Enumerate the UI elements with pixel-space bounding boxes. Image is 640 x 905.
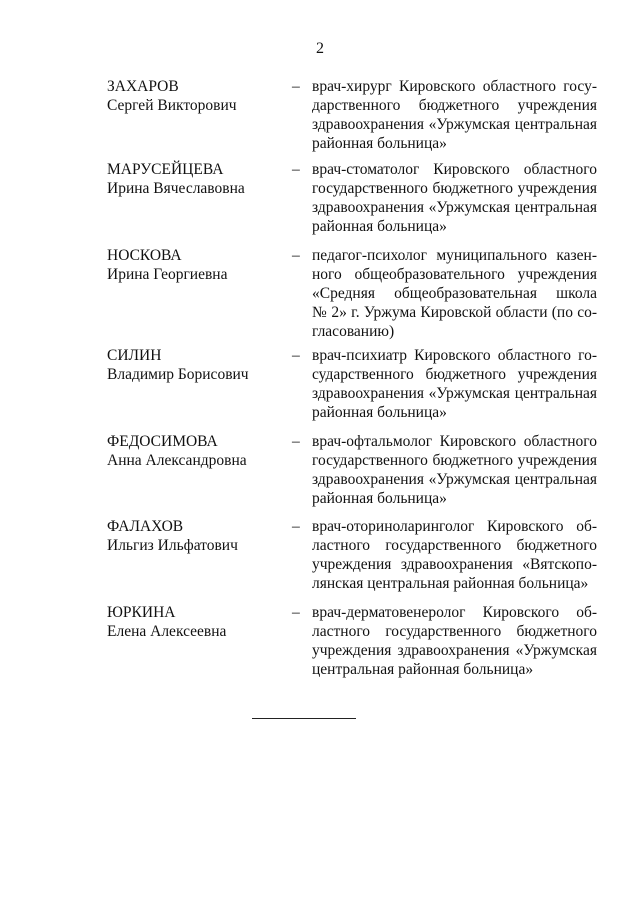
position-line: районная больница»: [312, 404, 447, 421]
member-name: [107, 77, 282, 115]
member-name: [107, 346, 282, 384]
member-position: [312, 432, 597, 508]
member-dash: –: [292, 347, 300, 364]
position-line: учреждения здравоохранения «Вятскопо-: [312, 556, 597, 573]
member-given-names: Ирина Георгиевна: [107, 266, 228, 283]
member-name: [107, 603, 282, 641]
end-of-list-divider: [252, 718, 356, 719]
member-position: [312, 77, 597, 153]
position-line: врач-офтальмолог Кировского областного: [312, 433, 597, 450]
position-line: здравоохранения «Уржумская центральная: [312, 385, 597, 402]
member-dash: –: [292, 78, 300, 95]
member-surname: ЮРКИНА: [107, 604, 176, 621]
member-name: [107, 160, 282, 198]
position-line: врач-дерматовенеролог Кировского об-: [312, 604, 597, 621]
position-line: врач-психиатр Кировского областного го-: [312, 347, 597, 364]
position-line: ного общеобразовательного учреждения: [312, 266, 597, 283]
member-position: [312, 517, 597, 593]
position-line: учреждения здравоохранения «Уржумская: [312, 642, 597, 659]
position-line: центральная районная больница»: [312, 661, 534, 678]
position-line: районная больница»: [312, 218, 447, 235]
member-dash: –: [292, 433, 300, 450]
position-line: здравоохранения «Уржумская центральная: [312, 116, 597, 133]
page-number: 2: [316, 40, 324, 57]
position-line: здравоохранения «Уржумская центральная: [312, 199, 597, 216]
position-line: ластного государственного бюджетного: [312, 623, 597, 640]
member-name: [107, 246, 282, 284]
member-dash: –: [292, 604, 300, 621]
position-line: «Средняя общеобразовательная школа: [312, 285, 597, 302]
member-position: [312, 346, 597, 422]
position-line: государственного бюджетного учреждения: [312, 180, 597, 197]
position-line: государственного бюджетного учреждения: [312, 452, 597, 469]
member-surname: ФЕДОСИМОВА: [107, 433, 218, 450]
position-line: здравоохранения «Уржумская центральная: [312, 471, 597, 488]
position-line: врач-оториноларинголог Кировского об-: [312, 518, 597, 535]
member-name: [107, 517, 282, 555]
position-line: районная больница»: [312, 135, 447, 152]
member-dash: –: [292, 518, 300, 535]
member-dash: –: [292, 161, 300, 178]
member-given-names: Владимир Борисович: [107, 366, 249, 383]
position-line: гласованию): [312, 323, 395, 340]
member-surname: НОСКОВА: [107, 247, 182, 264]
member-position: [312, 160, 597, 236]
position-line: районная больница»: [312, 490, 447, 507]
member-surname: ФАЛАХОВ: [107, 518, 184, 535]
member-position: [312, 246, 597, 341]
member-surname: СИЛИН: [107, 347, 162, 364]
member-given-names: Елена Алексеевна: [107, 623, 227, 640]
position-line: сударственного бюджетного учреждения: [312, 366, 597, 383]
member-given-names: Сергей Викторович: [107, 97, 237, 114]
member-surname: МАРУСЕЙЦЕВА: [107, 161, 224, 178]
position-line: педагог-психолог муниципального казен-: [312, 247, 597, 264]
position-line: врач-стоматолог Кировского областного: [312, 161, 597, 178]
position-line: № 2» г. Уржума Кировской области (по со-: [312, 304, 597, 321]
position-line: дарственного бюджетного учреждения: [312, 97, 597, 114]
member-given-names: Ирина Вячеславовна: [107, 180, 245, 197]
member-given-names: Ильгиз Ильфатович: [107, 537, 238, 554]
member-given-names: Анна Александровна: [107, 452, 247, 469]
member-surname: ЗАХАРОВ: [107, 78, 179, 95]
position-line: врач-хирург Кировского областного госу-: [312, 78, 597, 95]
position-line: лянская центральная районная больница»: [312, 575, 589, 592]
member-name: [107, 432, 282, 470]
member-dash: –: [292, 247, 300, 264]
member-position: [312, 603, 597, 679]
position-line: ластного государственного бюджетного: [312, 537, 597, 554]
